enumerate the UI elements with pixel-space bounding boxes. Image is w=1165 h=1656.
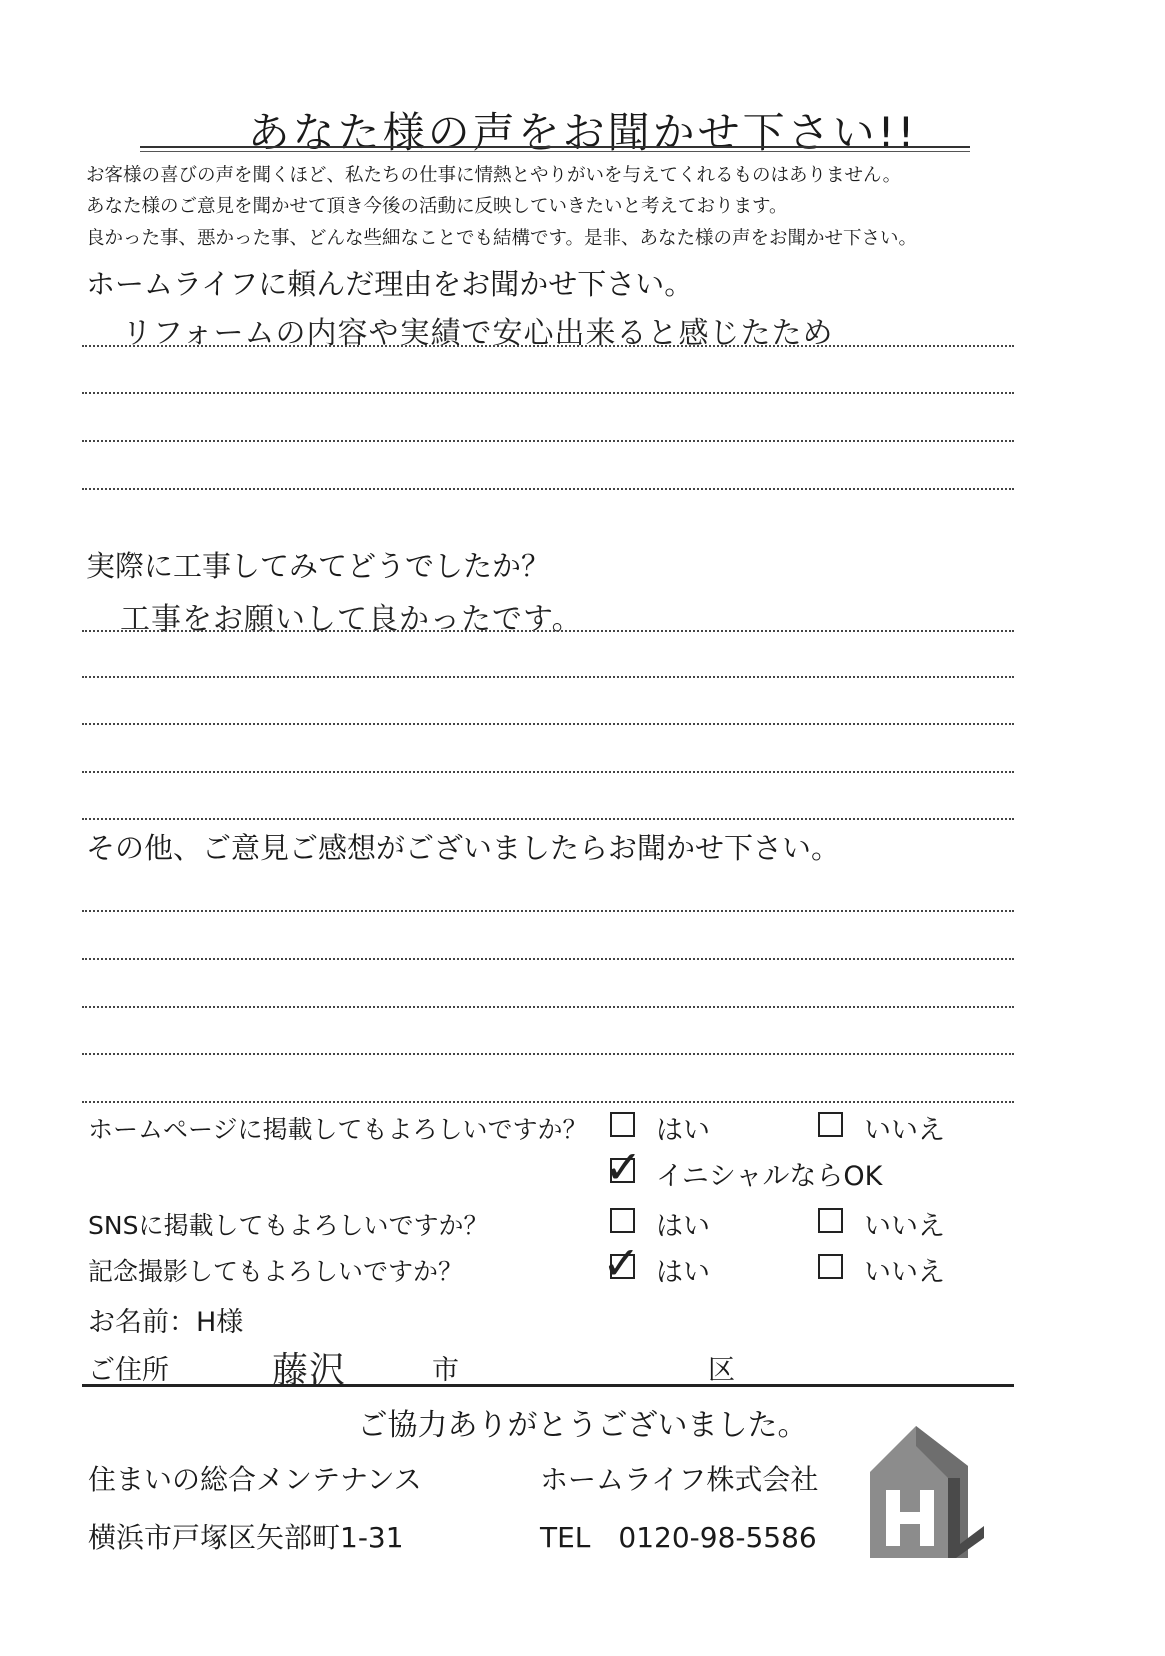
- company-tagline: 住まいの総合メンテナンス: [88, 1463, 422, 1496]
- sns-consent-question: SNSに掲載してもよろしいですか？: [88, 1211, 489, 1240]
- address-city-value: 藤沢: [272, 1350, 347, 1391]
- question-1-answer: リフォームの内容や実績で安心出来ると感じたため: [122, 316, 834, 351]
- title-underline-thin: [140, 151, 970, 152]
- answer-line: [82, 1006, 1014, 1008]
- answer-line: [82, 1053, 1014, 1055]
- answer-line: [82, 488, 1014, 490]
- photo-yes-label: はい: [656, 1257, 710, 1288]
- company-tel: TEL 0120-98-5586: [540, 1521, 817, 1554]
- address-ward-suffix: 区: [708, 1355, 735, 1386]
- intro-line-1: お客様の喜びの声を聞くほど、私たちの仕事に情熱とやりがいを与えてくれるものはありません。: [86, 165, 902, 186]
- sns-no-label: いいえ: [864, 1211, 945, 1242]
- homepage-yes-label: はい: [656, 1115, 710, 1146]
- photo-consent-question: 記念撮影してもよろしいですか？: [88, 1257, 464, 1286]
- answer-line: [82, 958, 1014, 960]
- homepage-initial-label: イニシャルならOK: [656, 1161, 883, 1192]
- answer-line: [82, 723, 1014, 725]
- sns-yes-checkbox[interactable]: [610, 1208, 635, 1233]
- intro-line-3: 良かった事、悪かった事、どんな些細なことでも結構です。是非、あなた様の声をお聞かせ下さい。: [86, 228, 918, 249]
- company-logo-icon: [864, 1420, 988, 1560]
- thanks-message: ご協力ありがとうございました。: [357, 1408, 808, 1443]
- answer-line: [82, 440, 1014, 442]
- answer-line: [82, 818, 1014, 820]
- answer-line: [82, 771, 1014, 773]
- address-underline: [82, 1384, 1014, 1387]
- address-city-suffix: 市: [432, 1355, 459, 1386]
- address-label: ご住所: [88, 1355, 169, 1386]
- answer-line: [82, 910, 1014, 912]
- homepage-no-label: いいえ: [864, 1115, 945, 1146]
- check-mark-icon: ✓: [602, 1236, 641, 1290]
- check-mark-icon: ✓: [604, 1140, 643, 1194]
- title-underline: [140, 146, 970, 148]
- sns-no-checkbox[interactable]: [818, 1208, 843, 1233]
- company-address: 横浜市戸塚区矢部町1-31: [88, 1521, 404, 1554]
- answer-line: [82, 630, 1014, 632]
- company-name: ホームライフ株式会社: [540, 1463, 819, 1496]
- homepage-consent-question: ホームページに掲載してもよろしいですか？: [88, 1115, 588, 1144]
- sns-yes-label: はい: [656, 1211, 710, 1242]
- answer-line: [82, 392, 1014, 394]
- photo-no-label: いいえ: [864, 1257, 945, 1288]
- homepage-no-checkbox[interactable]: [818, 1112, 843, 1137]
- answer-line: [82, 676, 1014, 678]
- intro-line-2: あなた様のご意見を聞かせて頂き今後の活動に反映していきたいと考えております。: [86, 196, 788, 217]
- question-3-label: その他、ご意見ご感想がございましたらお聞かせ下さい。: [86, 831, 841, 865]
- photo-no-checkbox[interactable]: [818, 1254, 843, 1279]
- name-field: お名前：H様: [88, 1307, 244, 1338]
- question-1-label: ホームライフに頼んだ理由をお聞かせ下さい。: [86, 267, 694, 301]
- answer-line: [82, 345, 1014, 347]
- homepage-yes-checkbox[interactable]: [610, 1112, 635, 1137]
- question-2-answer: 工事をお願いして良かったです。: [120, 602, 583, 637]
- question-2-label: 実際に工事してみてどうでしたか？: [86, 549, 551, 583]
- answer-line: [82, 1101, 1014, 1103]
- page-title: あなた様の声をお聞かせ下さい!!: [247, 108, 918, 157]
